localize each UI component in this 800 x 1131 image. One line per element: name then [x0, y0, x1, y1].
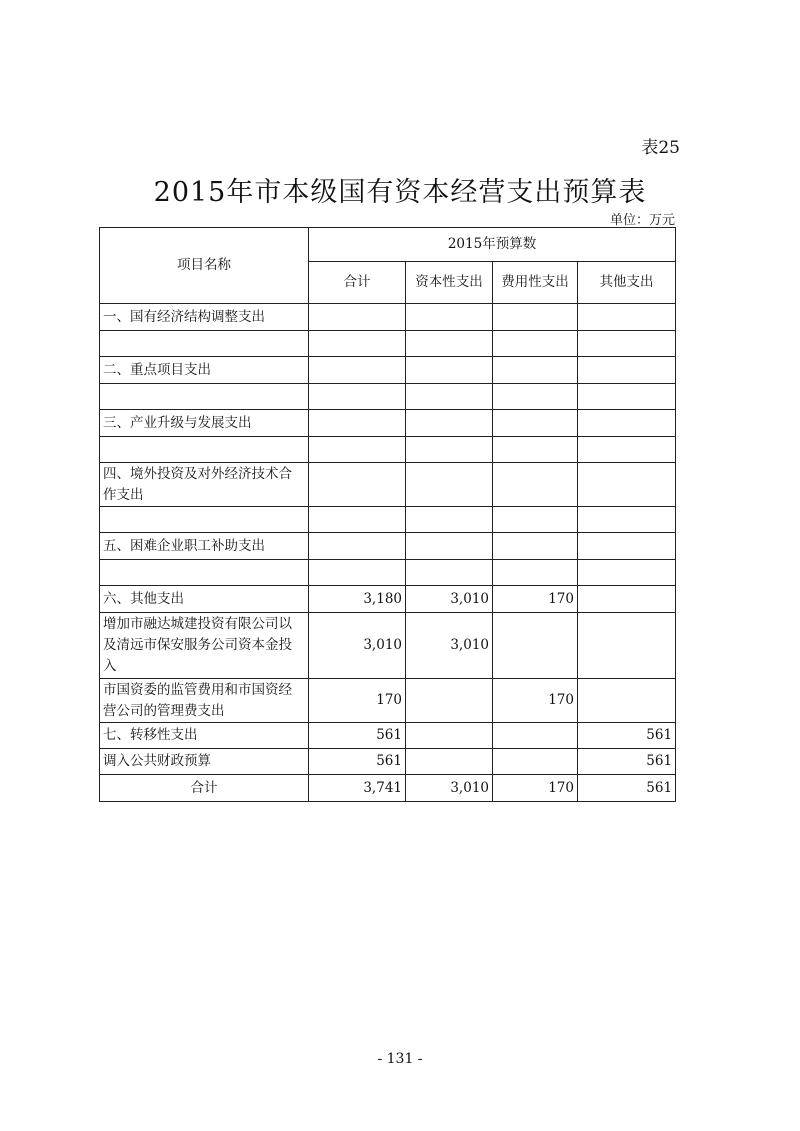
cell-total: [309, 331, 406, 357]
cell-expense: 170: [493, 679, 578, 723]
cell-total: [309, 357, 406, 384]
cell-capital: 3,010: [406, 586, 493, 613]
cell-capital: [406, 507, 493, 533]
cell-expense: [493, 357, 578, 384]
table-row: [100, 560, 676, 586]
table-row: [100, 331, 676, 357]
table-number: 表25: [641, 138, 680, 158]
cell-other: [578, 410, 676, 437]
cell-total: [309, 533, 406, 560]
cell-expense: [493, 304, 578, 331]
cell-total: 3,741: [309, 775, 406, 802]
cell-expense: [493, 463, 578, 507]
table-row: [100, 304, 676, 331]
cell-other: [578, 533, 676, 560]
cell-capital: [406, 723, 493, 749]
cell-expense: [493, 410, 578, 437]
header-row: [100, 228, 676, 262]
cell-other: [578, 586, 676, 613]
cell-expense: [493, 613, 578, 679]
cell-other: 561: [578, 723, 676, 749]
cell-capital: [406, 679, 493, 723]
cell-capital: [406, 304, 493, 331]
row-item-name: 市国资委的监管费用和市国资经营公司的管理费支出: [100, 679, 309, 723]
cell-other: [578, 437, 676, 463]
cell-capital: [406, 331, 493, 357]
cell-other: [578, 679, 676, 723]
cell-total: [309, 560, 406, 586]
table-row: [100, 586, 676, 613]
cell-total: 170: [309, 679, 406, 723]
row-item-name: 调入公共财政预算: [100, 749, 309, 775]
cell-total: [309, 304, 406, 331]
page-title: 2015年市本级国有资本经营支出预算表: [153, 177, 647, 208]
row-item-name: [100, 331, 309, 357]
table-row: [100, 679, 676, 723]
row-item-name: 增加市融达城建投资有限公司以及清远市保安服务公司资本金投入: [100, 613, 309, 679]
cell-other: 561: [578, 775, 676, 802]
cell-expense: [493, 560, 578, 586]
cell-other: [578, 463, 676, 507]
row-item-name: [100, 384, 309, 410]
row-item-name: 七、转移性支出: [100, 723, 309, 749]
cell-capital: [406, 749, 493, 775]
cell-expense: [493, 749, 578, 775]
cell-other: [578, 384, 676, 410]
row-item-name: [100, 507, 309, 533]
row-item-name: 合计: [100, 775, 309, 802]
cell-capital: [406, 560, 493, 586]
cell-expense: [493, 384, 578, 410]
row-item-name: 六、其他支出: [100, 586, 309, 613]
table-row: [100, 357, 676, 384]
cell-expense: [493, 723, 578, 749]
cell-total: 3,180: [309, 586, 406, 613]
cell-other: [578, 357, 676, 384]
cell-expense: 170: [493, 775, 578, 802]
table-row: [100, 463, 676, 507]
cell-expense: [493, 507, 578, 533]
page-number: - 131 -: [377, 1051, 423, 1067]
cell-total: 561: [309, 723, 406, 749]
unit-label: 单位：万元: [609, 213, 675, 228]
row-item-name: 二、重点项目支出: [100, 357, 309, 384]
cell-expense: [493, 437, 578, 463]
table-row: [100, 749, 676, 775]
cell-capital: 3,010: [406, 613, 493, 679]
table-row: [100, 507, 676, 533]
cell-expense: [493, 533, 578, 560]
table-row: [100, 775, 676, 802]
cell-other: [578, 304, 676, 331]
header-expense: 费用性支出: [493, 262, 578, 304]
cell-total: 3,010: [309, 613, 406, 679]
cell-capital: [406, 533, 493, 560]
cell-total: 561: [309, 749, 406, 775]
header-capital: 资本性支出: [406, 262, 493, 304]
table-row: [100, 437, 676, 463]
cell-total: [309, 437, 406, 463]
row-item-name: 三、产业升级与发展支出: [100, 410, 309, 437]
cell-capital: [406, 384, 493, 410]
row-item-name: 五、困难企业职工补助支出: [100, 533, 309, 560]
header-budget-year: 2015年预算数: [309, 228, 676, 262]
header-item-name: 项目名称: [100, 228, 309, 304]
header-total: 合计: [309, 262, 406, 304]
table-row: [100, 723, 676, 749]
table-row: [100, 533, 676, 560]
cell-capital: [406, 437, 493, 463]
row-item-name: [100, 437, 309, 463]
cell-other: [578, 331, 676, 357]
cell-capital: [406, 357, 493, 384]
cell-total: [309, 507, 406, 533]
table-row: [100, 613, 676, 679]
table-row: [100, 410, 676, 437]
row-item-name: [100, 560, 309, 586]
header-other: 其他支出: [578, 262, 676, 304]
cell-capital: 3,010: [406, 775, 493, 802]
cell-expense: [493, 331, 578, 357]
cell-capital: [406, 410, 493, 437]
cell-other: [578, 560, 676, 586]
cell-total: [309, 384, 406, 410]
cell-total: [309, 410, 406, 437]
budget-table: [99, 227, 676, 802]
cell-other: 561: [578, 749, 676, 775]
cell-capital: [406, 463, 493, 507]
cell-total: [309, 463, 406, 507]
table-row: [100, 384, 676, 410]
cell-expense: 170: [493, 586, 578, 613]
row-item-name: 四、境外投资及对外经济技术合作支出: [100, 463, 309, 507]
row-item-name: 一、国有经济结构调整支出: [100, 304, 309, 331]
cell-other: [578, 613, 676, 679]
cell-other: [578, 507, 676, 533]
